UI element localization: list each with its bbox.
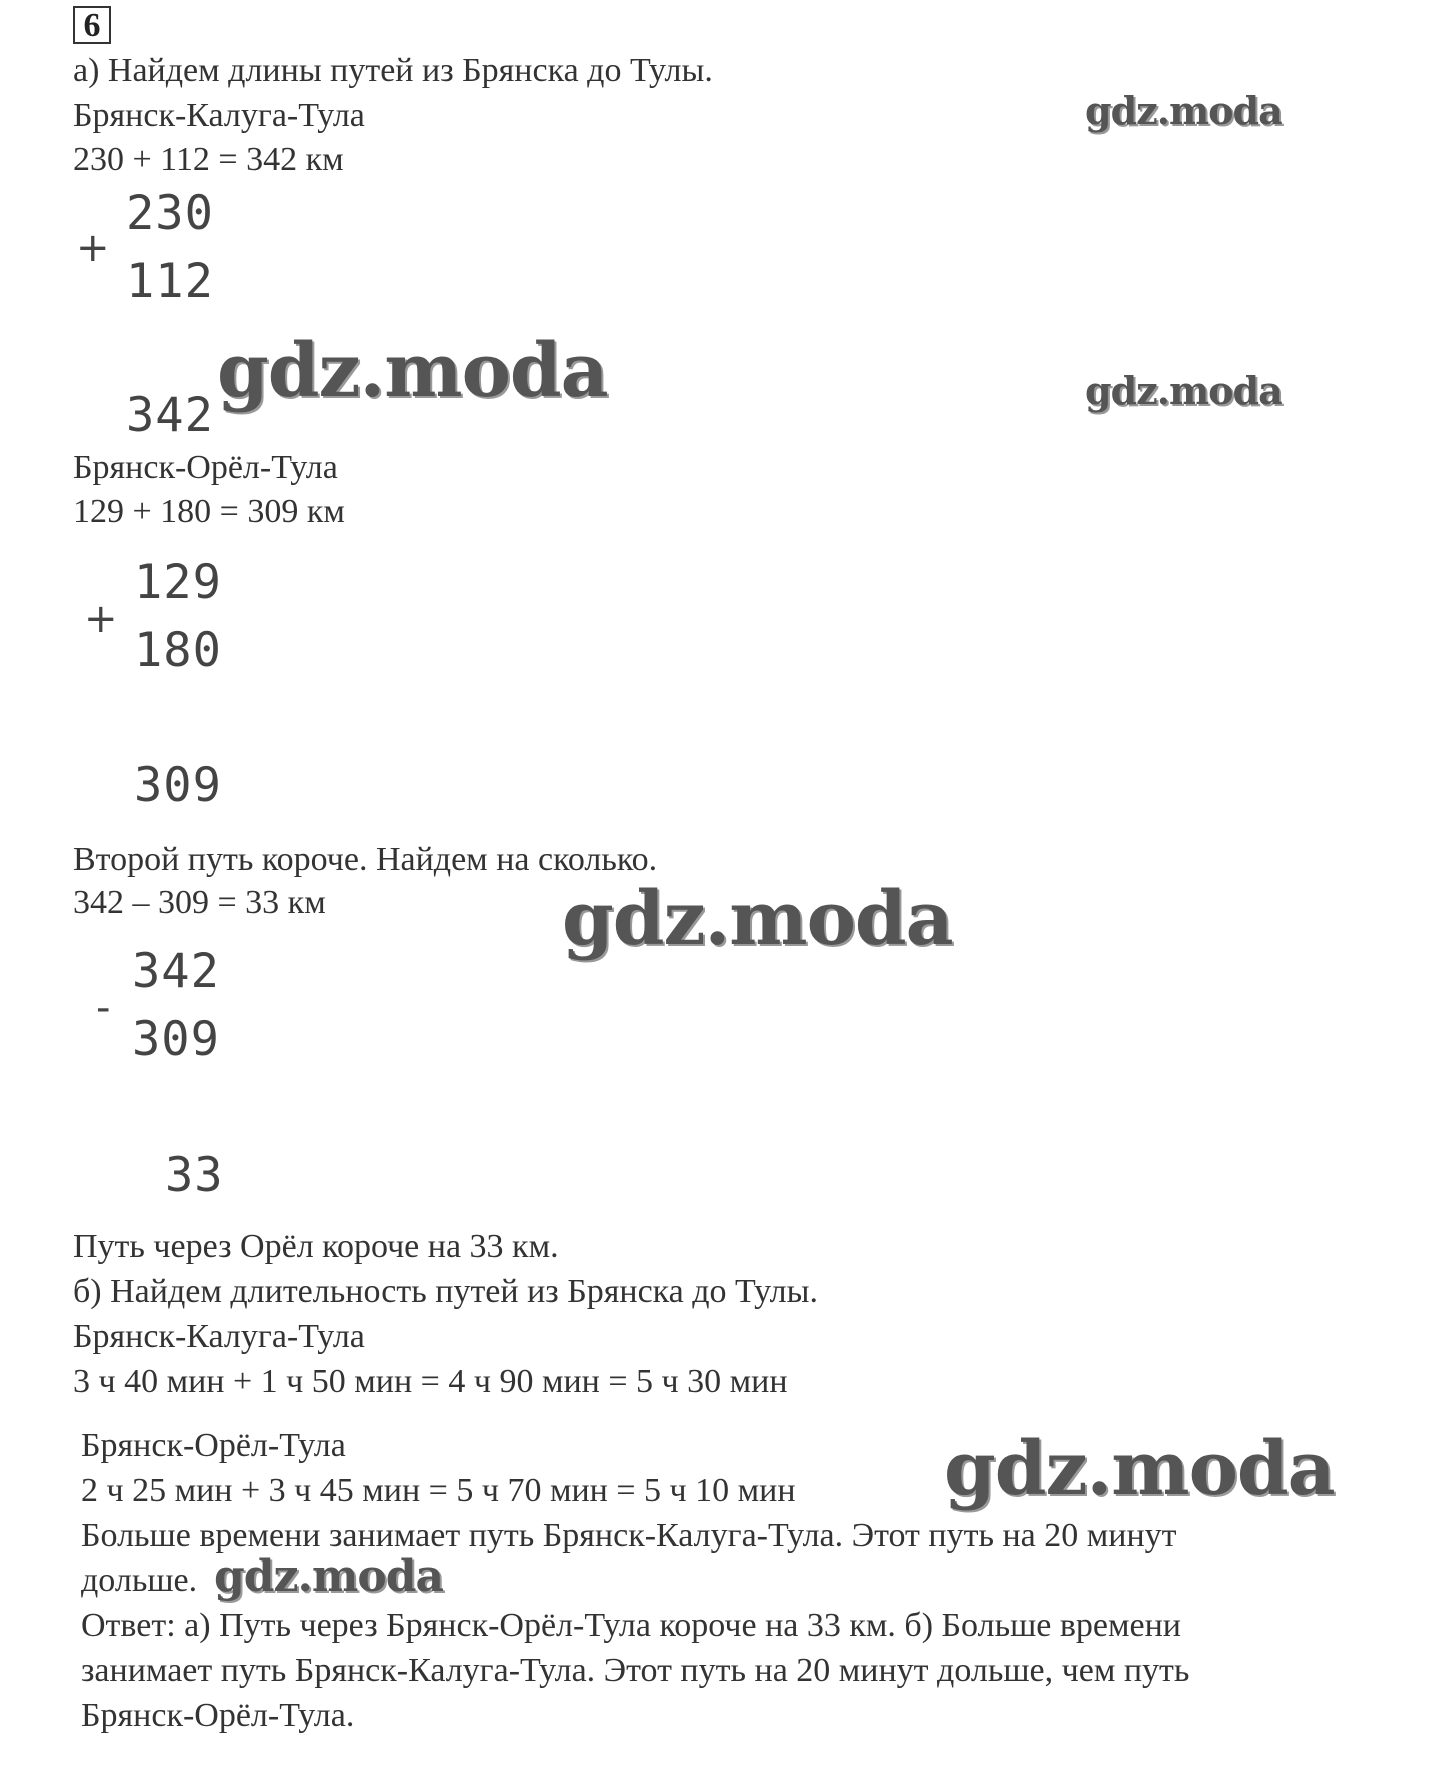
- minus-sign: -: [96, 985, 111, 1031]
- text-line: дольше.: [81, 1562, 198, 1599]
- column-result: 309: [134, 758, 222, 813]
- watermark-logo: gdz.moda: [944, 1426, 1335, 1512]
- watermark-logo: gdz.moda: [562, 876, 953, 962]
- text-line: б) Найдем длительность путей из Брянска до Тулы.: [73, 1273, 818, 1310]
- column-operand: 129: [134, 555, 222, 610]
- text-line: Брянск-Калуга-Тула: [73, 97, 365, 134]
- text-line: Брянск-Калуга-Тула: [73, 1318, 365, 1355]
- column-operand: 230: [126, 186, 214, 241]
- text-line: 3 ч 40 мин + 1 ч 50 мин = 4 ч 90 мин = 5 ч 30 мин: [73, 1363, 788, 1400]
- text-line: Второй путь короче. Найдем на сколько.: [73, 841, 658, 878]
- text-line: Ответ: а) Путь через Брянск-Орёл-Тула короче на 33 км. б) Больше времени: [81, 1607, 1181, 1644]
- text-line: Брянск-Орёл-Тула.: [81, 1697, 355, 1734]
- text-line: а) Найдем длины путей из Брянска до Тулы.: [73, 52, 713, 89]
- watermark-logo: gdz.moda: [214, 1551, 444, 1602]
- column-result: 33: [165, 1148, 224, 1203]
- column-operand: 112: [126, 254, 214, 309]
- column-operand: 342: [132, 944, 220, 999]
- task-number: 6: [73, 6, 111, 44]
- text-line: Путь через Орёл короче на 33 км.: [73, 1228, 559, 1265]
- watermark-logo: gdz.moda: [1085, 88, 1282, 133]
- column-operand: 180: [134, 623, 222, 678]
- text-line: Брянск-Орёл-Тула: [81, 1427, 346, 1464]
- plus-sign: +: [76, 225, 110, 271]
- text-line: 129 + 180 = 309 км: [73, 493, 345, 530]
- watermark-logo: gdz.moda: [217, 328, 608, 414]
- text-line: 230 + 112 = 342 км: [73, 141, 344, 178]
- text-line: Больше времени занимает путь Брянск-Калуга-Тула. Этот путь на 20 минут: [81, 1517, 1177, 1554]
- text-line: Брянск-Орёл-Тула: [73, 449, 338, 486]
- text-line: занимает путь Брянск-Калуга-Тула. Этот путь на 20 минут дольше, чем путь: [81, 1652, 1190, 1689]
- watermark-logo: gdz.moda: [1085, 368, 1282, 413]
- column-result: 342: [126, 388, 214, 443]
- column-operand: 309: [132, 1012, 220, 1067]
- text-line: 342 – 309 = 33 км: [73, 884, 326, 921]
- plus-sign: +: [84, 596, 118, 642]
- text-line: 2 ч 25 мин + 3 ч 45 мин = 5 ч 70 мин = 5 ч 10 мин: [81, 1472, 796, 1509]
